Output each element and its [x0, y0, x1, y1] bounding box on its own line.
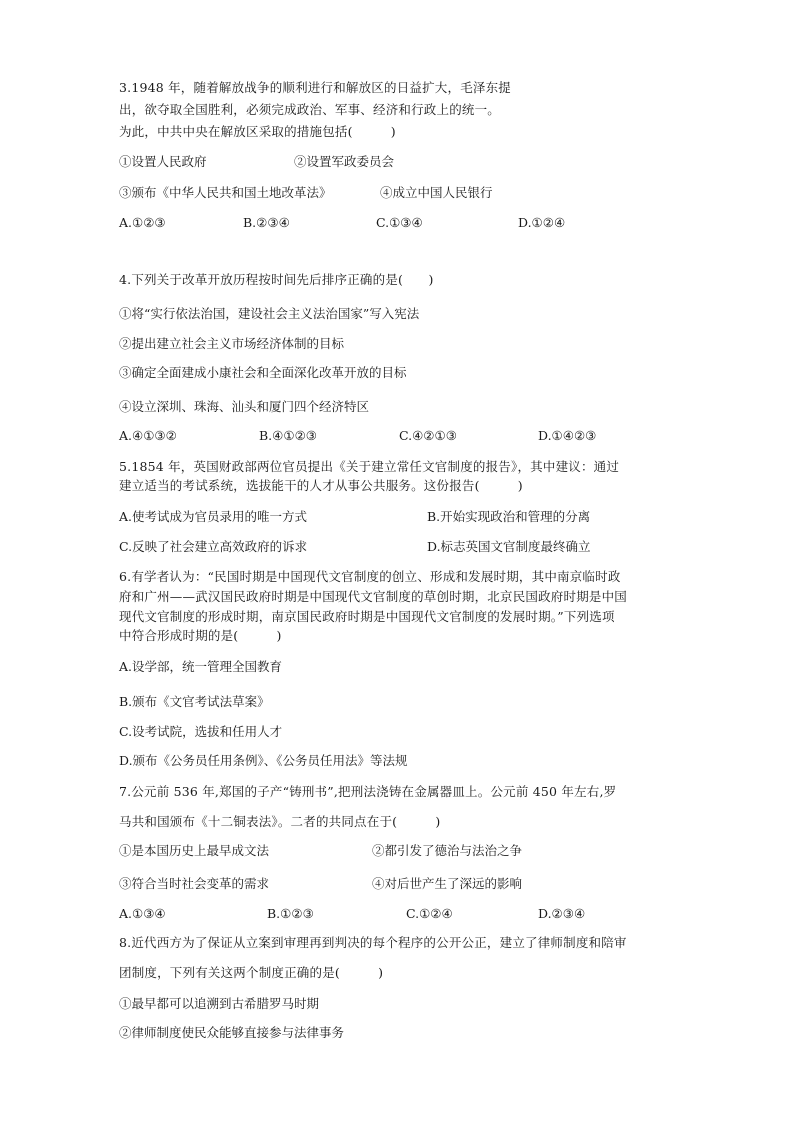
- question-stem-line: 现代文官制度的形成时期，南京国民政府时期是中国现代文官制度的发展时期。”下列选项: [119, 609, 615, 624]
- answer-choice-a: A.④①③②: [119, 428, 177, 443]
- statement-item: ③颁布《中华人民共和国土地改革法》: [119, 185, 332, 200]
- statement-item: ②提出建立社会主义市场经济体制的目标: [119, 336, 345, 351]
- question-stem-line: 3.1948 年，随着解放战争的顺利进行和解放区的日益扩大，毛泽东提: [119, 80, 512, 95]
- answer-choice-d: D.颁布《公务员任用条例》、《公务员任用法》等法规: [119, 753, 408, 768]
- question-stem-line: 6.有学者认为：“民国时期是中国现代文官制度的创立、形成和发展时期，其中南京临时政: [119, 569, 621, 584]
- question-stem-line: 8.近代西方为了保证从立案到审理再到判决的每个程序的公开公正，建立了律师制度和陪审: [119, 935, 627, 950]
- question-stem-line: 府和广州——武汉国民政府时期是中国现代文官制度的草创时期，北京民国政府时期是中国: [119, 589, 628, 604]
- statement-item: ①最早都可以追溯到古希腊罗马时期: [119, 996, 320, 1011]
- question-stem-line: 4.下列关于改革开放历程按时间先后排序正确的是( ): [119, 272, 434, 287]
- question-stem-line: 出，欲夺取全国胜利，必须完成政治、军事、经济和行政上的统一。: [119, 102, 501, 117]
- answer-choice-c: C.反映了社会建立高效政府的诉求: [119, 539, 308, 554]
- statement-item: ①设置人民政府: [119, 154, 207, 169]
- statement-item: ②律师制度使民众能够直接参与法律事务: [119, 1025, 345, 1040]
- statement-item: ②设置军政委员会: [294, 154, 395, 169]
- answer-choice-a: A.①③④: [119, 906, 166, 921]
- answer-choice-d: D.标志英国文官制度最终确立: [427, 539, 591, 554]
- statement-item: ③符合当时社会变革的需求: [119, 876, 270, 891]
- statement-item: ④设立深圳、珠海、汕头和厦门四个经济特区: [119, 399, 370, 414]
- question-stem-line: 5.1854 年，英国财政部两位官员提出《关于建立常任文官制度的报告》，其中建议：通过: [119, 459, 620, 474]
- statement-item: ①将“实行依法治国，建设社会主义法治国家”写入宪法: [119, 306, 420, 321]
- question-stem-line: 7.公元前 536 年,郑国的子产“铸刑书”,把刑法浇铸在金属器皿上。公元前 450 年左右,罗: [119, 784, 617, 799]
- answer-choice-b: B.开始实现政治和管理的分离: [427, 509, 591, 524]
- question-stem-line: 团制度，下列有关这两个制度正确的是( ): [119, 965, 384, 980]
- answer-choice-c: C.④②①③: [399, 428, 457, 443]
- statement-item: ④成立中国人民银行: [380, 185, 493, 200]
- question-stem-line: 建立适当的考试系统，选拔能干的人才从事公共服务。这份报告( ): [119, 478, 523, 493]
- answer-choice-d: D.①④②③: [538, 428, 597, 443]
- statement-item: ②都引发了德治与法治之争: [372, 843, 523, 858]
- answer-choice-b: B.①②③: [267, 906, 314, 921]
- statement-item: ①是本国历史上最早成文法: [119, 843, 270, 858]
- question-stem-line: 马共和国颁布《十二铜表法》。二者的共同点在于( ): [119, 814, 441, 829]
- answer-choice-b: B.②③④: [243, 215, 290, 230]
- answer-choice-d: D.②③④: [538, 906, 586, 921]
- answer-choice-b: B.颁布《文官考试法草案》: [119, 694, 270, 709]
- answer-choice-b: B.④①②③: [259, 428, 317, 443]
- answer-choice-c: C.设考试院，选拔和任用人才: [119, 724, 283, 739]
- answer-choice-a: A.设学部，统一管理全国教育: [119, 659, 283, 674]
- answer-choice-a: A.①②③: [119, 215, 166, 230]
- answer-choice-c: C.①③④: [376, 215, 423, 230]
- statement-item: ④对后世产生了深远的影响: [372, 876, 523, 891]
- question-stem-line: 中符合形成时期的是( ): [119, 628, 282, 643]
- statement-item: ③确定全面建成小康社会和全面深化改革开放的目标: [119, 365, 407, 380]
- question-stem-line: 为此，中共中央在解放区采取的措施包括( ): [119, 124, 396, 139]
- answer-choice-d: D.①②④: [518, 215, 566, 230]
- answer-choice-a: A.使考试成为官员录用的唯一方式: [119, 509, 308, 524]
- answer-choice-c: C.①②④: [406, 906, 453, 921]
